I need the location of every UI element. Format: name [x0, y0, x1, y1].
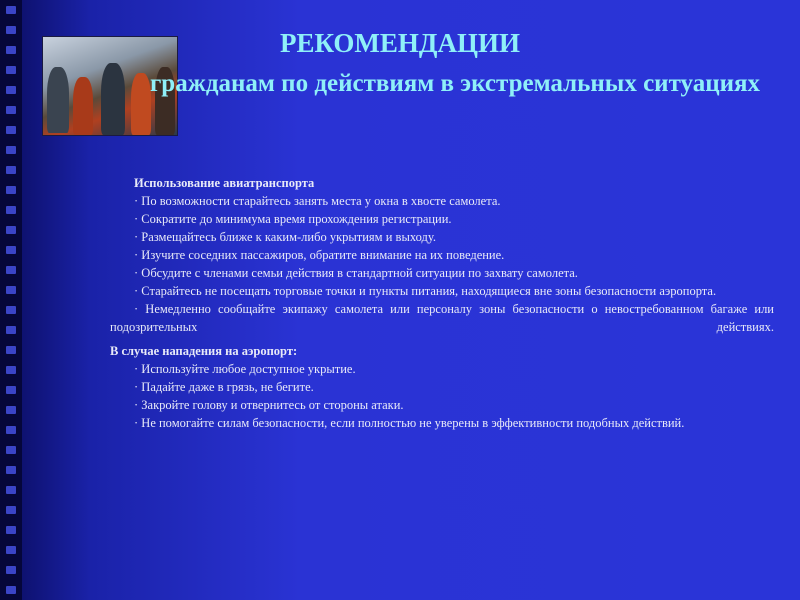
film-hole	[6, 506, 16, 514]
film-hole	[6, 526, 16, 534]
list-item: · Немедленно сообщайте экипажу самолета или персоналу зоны безопасности о невостребованном багаже или подозрительных действиях.	[110, 302, 774, 334]
section-heading-air-transport: Использование авиатранспорта	[134, 176, 315, 190]
film-hole	[6, 386, 16, 394]
film-hole	[6, 286, 16, 294]
film-hole	[6, 6, 16, 14]
list-item: · Не помогайте силам безопасности, если полностью не уверены в эффективности подобных действий.	[134, 416, 685, 430]
list-item: · Сократите до минимума время прохождения регистрации.	[134, 212, 452, 226]
list-item: · Изучите соседних пассажиров, обратите внимание на их поведение.	[134, 248, 505, 262]
film-hole	[6, 266, 16, 274]
film-hole	[6, 126, 16, 134]
film-hole	[6, 206, 16, 214]
section-heading-airport-attack: В случае нападения на аэропорт:	[110, 344, 298, 358]
film-hole	[6, 186, 16, 194]
film-hole	[6, 306, 16, 314]
film-hole	[6, 406, 16, 414]
list-item: · Обсудите с членами семьи действия в стандартной ситуации по захвату самолета.	[134, 266, 578, 280]
list-item: · Размещайтесь ближе к каким-либо укрытиям и выходу.	[134, 230, 436, 244]
film-hole	[6, 146, 16, 154]
film-hole	[6, 246, 16, 254]
recommendations-text	[110, 174, 774, 432]
film-strip-decoration	[0, 0, 22, 600]
page-title: РЕКОМЕНДАЦИИ	[280, 28, 520, 58]
page-subtitle: гражданам по действиям в экстремальных ситуациях	[149, 70, 761, 97]
film-hole	[6, 486, 16, 494]
film-hole	[6, 366, 16, 374]
film-hole	[6, 106, 16, 114]
list-item: · Падайте даже в грязь, не бегите.	[134, 380, 314, 394]
film-hole	[6, 466, 16, 474]
list-item: · Старайтесь не посещать торговые точки и пункты питания, находящиеся вне зоны безопасности аэропорта.	[134, 284, 717, 298]
film-hole	[6, 166, 16, 174]
film-hole	[6, 546, 16, 554]
list-item: · Используйте любое доступное укрытие.	[134, 362, 356, 376]
list-item: · Закройте голову и отвернитесь от стороны атаки.	[134, 398, 404, 412]
film-hole	[6, 86, 16, 94]
film-hole	[6, 566, 16, 574]
film-hole	[6, 586, 16, 594]
film-hole	[6, 66, 16, 74]
film-hole	[6, 326, 16, 334]
film-hole	[6, 346, 16, 354]
film-hole	[6, 226, 16, 234]
list-item: · По возможности старайтесь занять места у окна в хвосте самолета.	[134, 194, 501, 208]
film-hole	[6, 426, 16, 434]
film-hole	[6, 446, 16, 454]
